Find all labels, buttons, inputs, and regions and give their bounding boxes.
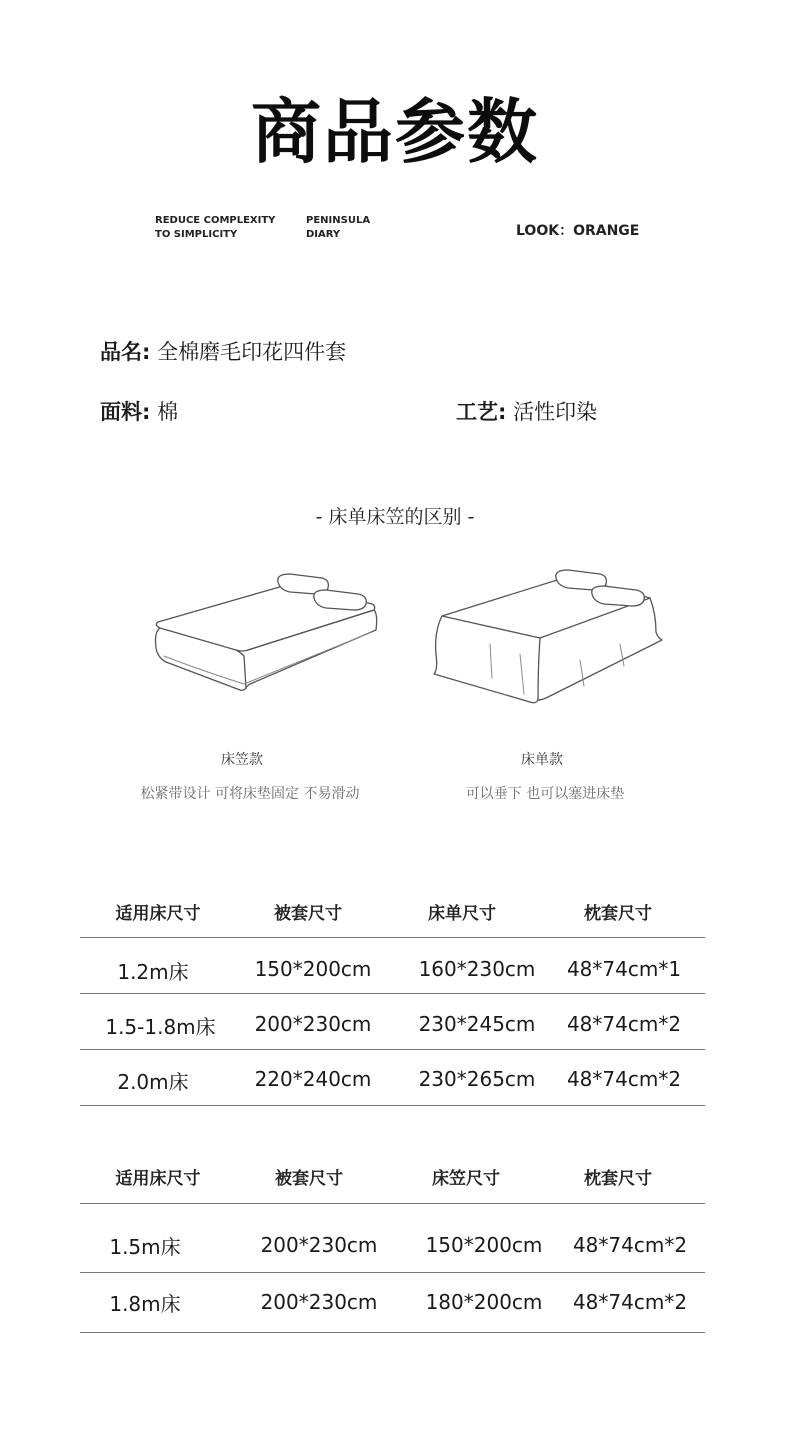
- table-header: 枕套尺寸: [584, 904, 652, 924]
- fitted-sheet-desc: 松紧带设计 可将床垫固定 不易滑动: [140, 786, 360, 802]
- table-cell: 48*74cm*2: [572, 1290, 688, 1314]
- table-header: 枕套尺寸: [584, 1169, 652, 1189]
- table-divider: [80, 1049, 705, 1050]
- product-name-row: [100, 336, 346, 366]
- tagline-left-line2: TO SIMPLICITY: [155, 229, 238, 240]
- table-header: 适用床尺寸: [115, 1169, 201, 1189]
- table-cell: 1.5m床: [109, 1235, 181, 1259]
- table-cell: 180*200cm: [425, 1290, 543, 1314]
- table-divider: [80, 1332, 705, 1333]
- tagline-left-line1: REDUCE COMPLEXITY: [155, 215, 276, 226]
- product-name-label: 品名:: [100, 340, 151, 364]
- product-name-value: 全棉磨毛印花四件套: [157, 340, 347, 364]
- table-cell: 1.5-1.8m床: [105, 1015, 216, 1039]
- craft-label: 工艺:: [456, 400, 507, 424]
- table-cell: 160*230cm: [418, 957, 536, 981]
- table-divider: [80, 1272, 705, 1273]
- table-divider: [80, 993, 705, 994]
- flat-sheet-illustration: [420, 562, 670, 712]
- tagline-mid-line1: PENINSULA: [306, 215, 371, 226]
- table-cell: 230*265cm: [418, 1067, 536, 1091]
- table-cell: 48*74cm*1: [566, 957, 682, 981]
- tagline-left: [155, 214, 275, 242]
- table-header: 适用床尺寸: [115, 904, 201, 924]
- table-header: 床笠尺寸: [432, 1169, 500, 1189]
- fitted-sheet-title: 床笠款: [221, 752, 263, 768]
- flat-sheet-title: 床单款: [521, 752, 563, 768]
- table-cell: 230*245cm: [418, 1012, 536, 1036]
- fitted-sheet-illustration: [140, 560, 390, 710]
- table-cell: 48*74cm*2: [566, 1012, 682, 1036]
- table-divider: [80, 1203, 705, 1204]
- table-cell: 220*240cm: [254, 1067, 372, 1091]
- craft-value: 活性印染: [513, 400, 598, 424]
- fabric-value: 棉: [157, 400, 179, 424]
- table-header: 被套尺寸: [275, 1169, 343, 1189]
- fabric-label: 面料:: [100, 400, 151, 424]
- fabric-row: [100, 396, 178, 426]
- table-cell: 150*200cm: [254, 957, 372, 981]
- table-cell: 1.8m床: [109, 1292, 181, 1316]
- section-title-diff: - 床单床笠的区别 -: [315, 506, 475, 528]
- table-cell: 200*230cm: [260, 1233, 378, 1257]
- tagline-mid-line2: DIARY: [306, 229, 341, 240]
- table-cell: 200*230cm: [260, 1290, 378, 1314]
- table-divider: [80, 1105, 705, 1106]
- table-cell: 48*74cm*2: [572, 1233, 688, 1257]
- table-header: 床单尺寸: [428, 904, 496, 924]
- table-cell: 2.0m床: [117, 1070, 189, 1094]
- table-cell: 200*230cm: [254, 1012, 372, 1036]
- page-title: 商品参数: [251, 91, 539, 173]
- table-cell: 150*200cm: [425, 1233, 543, 1257]
- flat-sheet-desc: 可以垂下 也可以塞进床垫: [465, 786, 625, 802]
- tagline-mid: [306, 214, 370, 242]
- table-divider: [80, 937, 705, 938]
- table-cell: 48*74cm*2: [566, 1067, 682, 1091]
- craft-row: [456, 396, 597, 426]
- table-header: 被套尺寸: [274, 904, 342, 924]
- look-label: LOOK：ORANGE: [516, 223, 640, 239]
- table-cell: 1.2m床: [117, 960, 189, 984]
